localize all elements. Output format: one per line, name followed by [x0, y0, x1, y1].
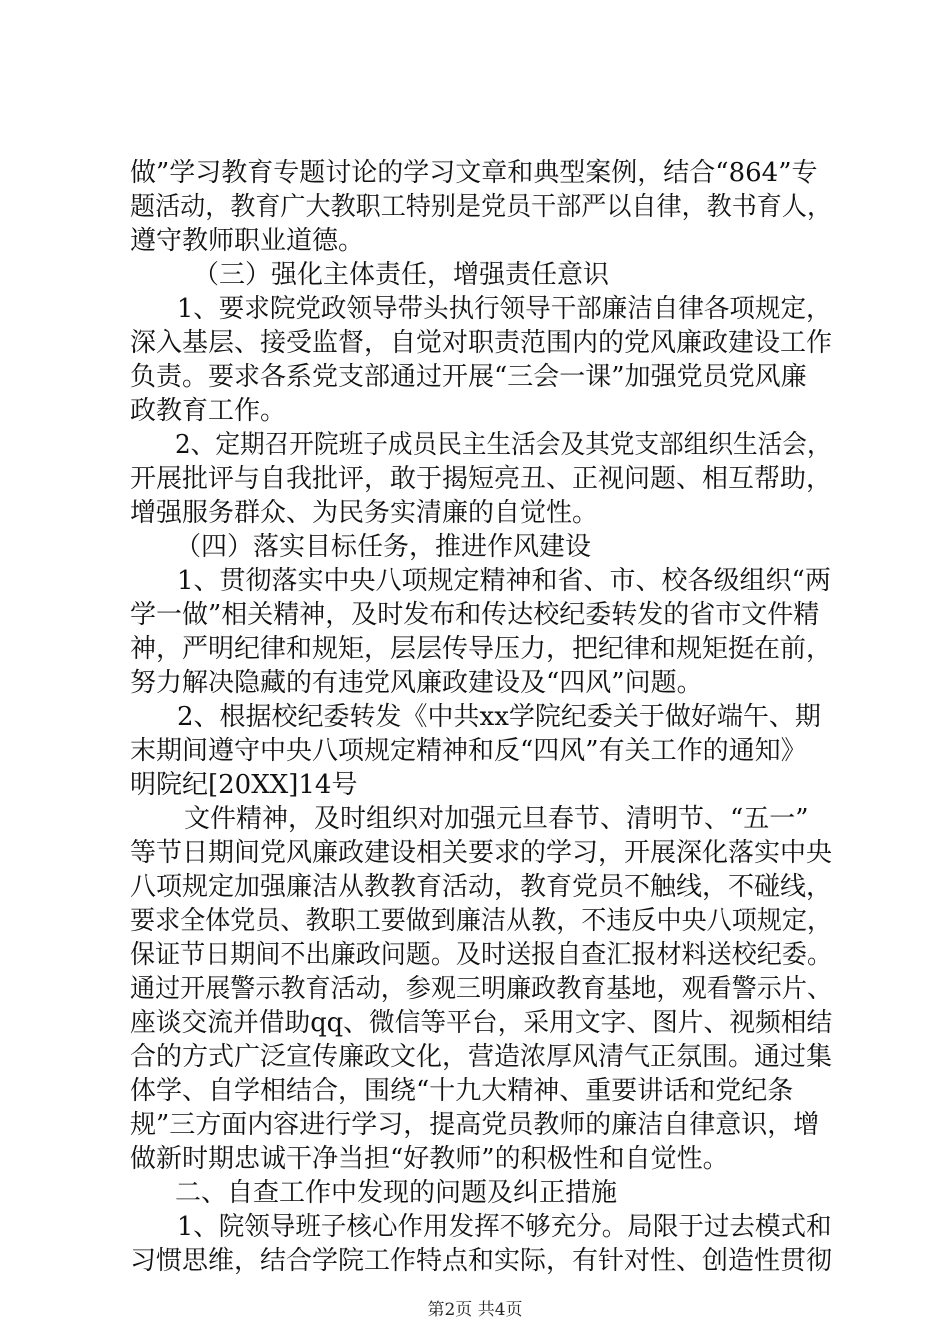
text-line: 座谈交流并借助qq、微信等平台，采用文字、图片、视频相结: [130, 1008, 833, 1038]
text-line: 规”三方面内容进行学习，提高党员教师的廉洁自律意识，增: [130, 1110, 820, 1140]
text-line: 神，严明纪律和规矩，层层传导压力，把纪律和规矩挺在前，: [130, 634, 833, 664]
text-line: 1、贯彻落实中央八项规定精神和省、市、校各级组织“两: [177, 566, 831, 596]
text-line: 保证节日期间不出廉政问题。及时送报自查汇报材料送校纪委。: [130, 940, 833, 970]
text-line: 遵守教师职业道德。: [130, 226, 365, 256]
text-line: 八项规定加强廉洁从教教育活动，教育党员不触线，不碰线，: [130, 872, 833, 902]
text-line: 1、要求院党政领导带头执行领导干部廉洁自律各项规定，: [177, 294, 832, 324]
text-line: 做新时期忠诚干净当担“好教师”的积极性和自觉性。: [130, 1144, 729, 1174]
text-line: 合的方式广泛宣传廉政文化，营造浓厚风清气正氛围。通过集: [130, 1042, 833, 1072]
text-line: 要求全体党员、教职工要做到廉洁从教，不违反中央八项规定，: [130, 906, 833, 936]
text-line: 文件精神，及时组织对加强元旦春节、清明节、“五一”: [184, 804, 809, 834]
text-line: 习惯思维，结合学院工作特点和实际，有针对性、创造性贯彻: [130, 1246, 833, 1276]
text-line: 做”学习教育专题讨论的学习文章和典型案例，结合“864”专: [130, 158, 818, 188]
page-footer: 第2页 共4页: [427, 1300, 523, 1320]
text-line: 题活动，教育广大教职工特别是党员干部严以自律，教书育人，: [130, 192, 833, 222]
text-line: （四）落实目标任务，推进作风建设: [175, 532, 592, 562]
text-line: 开展批评与自我批评，敢于揭短亮丑、正视问题、相互帮助，: [130, 464, 833, 494]
text-line: 2、根据校纪委转发《中共xx学院纪委关于做好端午、期: [177, 702, 821, 732]
text-line: 学一做”相关精神，及时发布和传达校纪委转发的省市文件精: [130, 600, 820, 630]
text-line: 通过开展警示教育活动，参观三明廉政教育基地，观看警示片、: [130, 974, 833, 1004]
text-line: 2、定期召开院班子成员民主生活会及其党支部组织生活会，: [175, 430, 832, 460]
text-line: 增强服务群众、为民务实清廉的自觉性。: [130, 498, 599, 528]
text-line: 1、院领导班子核心作用发挥不够充分。局限于过去模式和: [177, 1212, 832, 1242]
text-line: 二、自查工作中发现的问题及纠正措施: [175, 1178, 618, 1208]
text-line: 末期间遵守中央八项规定精神和反“四风”有关工作的通知》: [130, 736, 807, 766]
text-line: 深入基层、接受监督，自觉对职责范围内的党风廉政建设工作: [130, 328, 833, 358]
text-line: 努力解决隐藏的有违党风廉政建设及“四风”问题。: [130, 668, 703, 698]
text-line: 政教育工作。: [130, 396, 287, 426]
text-line: 明院纪[20XX]14号: [130, 770, 358, 800]
text-line: 体学、自学相结合，围绕“十九大精神、重要讲话和党纪条: [130, 1076, 794, 1106]
text-line: 负责。要求各系党支部通过开展“三会一课”加强党员党风廉: [130, 362, 807, 392]
text-line: 等节日期间党风廉政建设相关要求的学习，开展深化落实中央: [130, 838, 833, 868]
text-line: （三）强化主体责任，增强责任意识: [193, 260, 610, 290]
